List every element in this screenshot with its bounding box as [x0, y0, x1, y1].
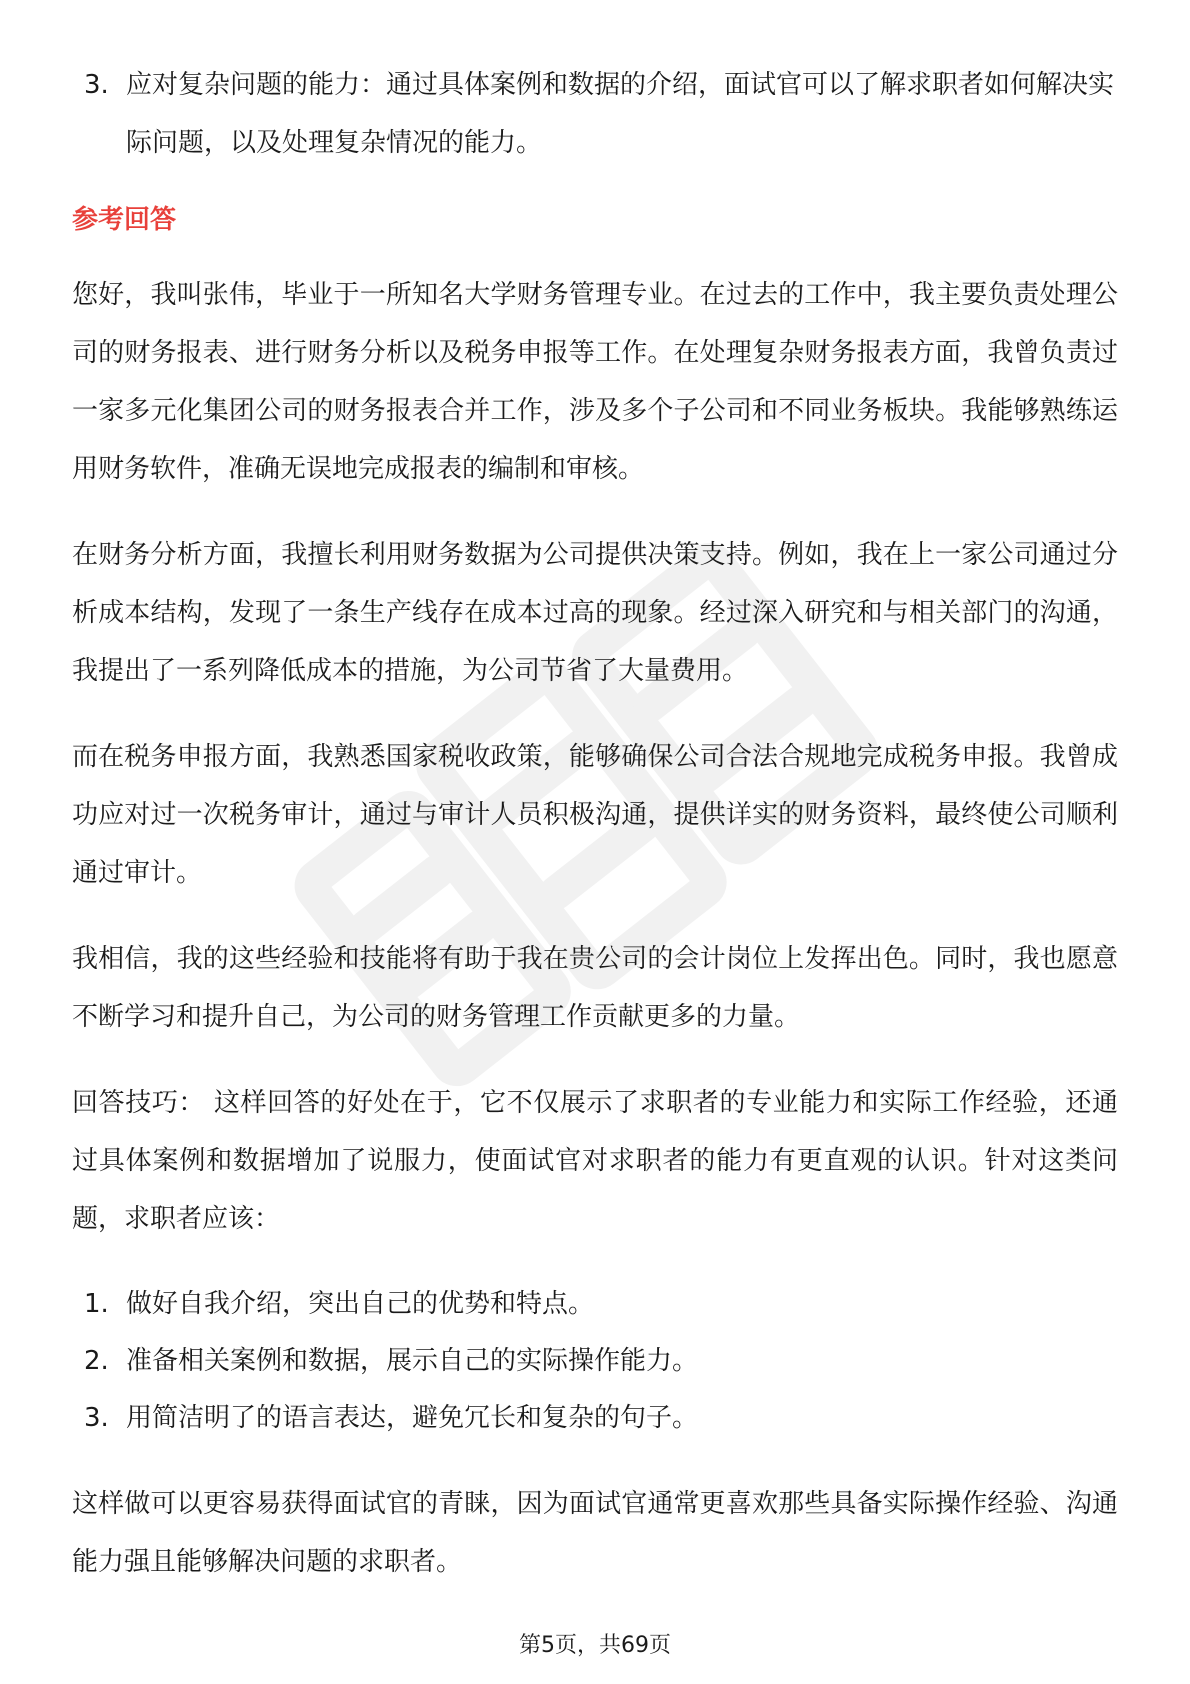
list-number: 3.: [84, 70, 109, 100]
paragraph: 而在税务申报方面，我熟悉国家税收政策，能够确保公司合法合规地完成税务申报。我曾成功应对过一次税务审计，通过与审计人员积极沟通，提供详实的财务资料，最终使公司顺利通过审计。: [72, 742, 1118, 888]
paragraph: 您好，我叫张伟，毕业于一所知名大学财务管理专业。在过去的工作中，我主要负责处理公司的财务报表、进行财务分析以及税务申报等工作。在处理复杂财务报表方面，我曾负责过一家多元化集团公司的财务报表合并工作，涉及多个子公司和不同业务板块。我能够熟练运用财务软件，准确无误地完成报表的编制和审核。: [72, 280, 1118, 484]
list-item: [72, 56, 1118, 172]
main-content: [72, 56, 1118, 1619]
list-number: 3.: [84, 1403, 109, 1433]
paragraph: 我相信，我的这些经验和技能将有助于我在贵公司的会计岗位上发挥出色。同时，我也愿意不断学习和提升自己，为公司的财务管理工作贡献更多的力量。: [72, 944, 1118, 1032]
list-item: [72, 1390, 1118, 1447]
list-text: 应对复杂问题的能力：通过具体案例和数据的介绍，面试官可以了解求职者如何解决实际问题，以及处理复杂情况的能力。: [126, 70, 1115, 158]
page-footer: 第5页，共69页: [519, 1633, 671, 1658]
closing-paragraph: 这样做可以更容易获得面试官的青睐，因为面试官通常更喜欢那些具备实际操作经验、沟通能力强且能够解决问题的求职者。: [72, 1489, 1118, 1577]
answer-tips-paragraph: 回答技巧： 这样回答的好处在于，它不仅展示了求职者的专业能力和实际工作经验，还通过具体案例和数据增加了说服力，使面试官对求职者的能力有更直观的认识。针对这类问题，求职者应该：: [72, 1088, 1118, 1234]
tips-list: [72, 1276, 1118, 1447]
list-number: 1.: [84, 1289, 109, 1319]
list-text: 做好自我介绍，突出自己的优势和特点。: [126, 1289, 595, 1319]
paragraph: 在财务分析方面，我擅长利用财务数据为公司提供决策支持。例如，我在上一家公司通过分析成本结构，发现了一条生产线存在成本过高的现象。经过深入研究和与相关部门的沟通，我提出了一系列降低成本的措施，为公司节省了大量费用。: [72, 540, 1118, 686]
list-text: 用简洁明了的语言表达，避免冗长和复杂的句子。: [126, 1403, 699, 1433]
list-number: 2.: [84, 1346, 109, 1376]
list-text: 准备相关案例和数据，展示自己的实际操作能力。: [126, 1346, 699, 1376]
list-item: [72, 1276, 1118, 1333]
section-heading: 参考回答: [72, 205, 177, 235]
list-item: [72, 1333, 1118, 1390]
